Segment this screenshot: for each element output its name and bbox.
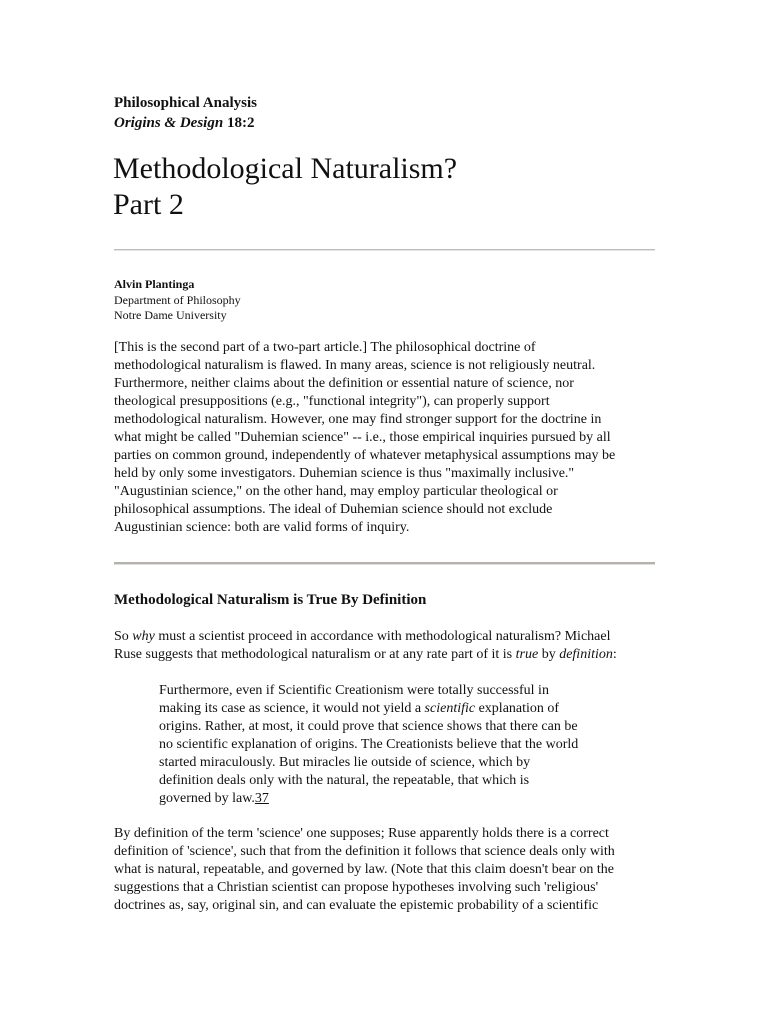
title-line-1: Methodological Naturalism? [113,152,458,185]
intro-line-2: Ruse suggests that methodological naturalism or at any rate part of it is true by definition: [114,647,617,662]
author-name: Alvin Plantinga [114,277,195,291]
quote-line: governed by law.37 [159,791,269,806]
intro-line-1: So why must a scientist proceed in accordance with methodological naturalism? Michael [114,629,611,644]
abstract-line: "Augustinian science," on the other hand, may employ particular theological or [114,484,558,499]
body-line: suggestions that a Christian scientist can propose hypotheses involving such 'religious' [114,880,599,895]
quote-line: definition deals only with the natural, the repeatable, that which is [159,773,530,788]
journal-name: Origins & Design [114,115,224,131]
block-quote [159,682,589,808]
journal-citation [114,114,254,132]
abstract-line: held by only some investigators. Duhemian science is thus "maximally inclusive." [114,466,575,481]
abstract-paragraph [114,339,659,537]
abstract-line: philosophical assumptions. The ideal of Duhemian science should not exclude [114,502,553,517]
abstract-line: what might be called "Duhemian science" -- i.e., those empirical inquiries pursued by all [114,430,611,445]
article-title [113,151,457,223]
author-department: Department of Philosophy [114,292,241,307]
abstract-line: methodological naturalism. However, one may find stronger support for the doctrine in [114,412,602,427]
section-label: Philosophical Analysis [114,95,257,111]
quote-line: no scientific explanation of origins. The Creationists believe that the world [159,737,579,752]
abstract-line: theological presuppositions (e.g., "functional integrity"), can properly support [114,394,550,409]
body-line: what is natural, repeatable, and governed by law. (Note that this claim doesn't bear on the [114,862,615,877]
body-paragraph [114,825,659,915]
title-line-2: Part 2 [113,188,184,221]
journal-issue: 18:2 [226,115,255,131]
section-heading: Methodological Naturalism is True By Definition [114,592,427,608]
quote-line: started miraculously. But miracles lie outside of science, which by [159,755,531,770]
abstract-line: Augustinian science: both are valid forms of inquiry. [114,520,410,535]
footnote-link[interactable]: 37 [254,791,269,806]
emphasis-scientific: scientific [424,701,476,716]
intro-paragraph [114,628,659,664]
quote-line: making its case as science, it would not yield a scientific explanation of [159,701,560,716]
abstract-line: methodological naturalism is flawed. In many areas, science is not religiously neutral. [114,358,596,373]
emphasis-why: why [132,629,155,644]
body-line: By definition of the term 'science' one supposes; Ruse apparently holds there is a correct [114,826,609,841]
divider-top [114,249,655,251]
emphasis-definition: definition [559,647,613,662]
body-line: doctrines as, say, original sin, and can evaluate the epistemic probability of a scientific [114,898,599,913]
emphasis-true: true [515,647,539,662]
body-line: definition of 'science', such that from the definition it follows that science deals only with [114,844,615,859]
abstract-line: Furthermore, neither claims about the definition or essential nature of science, nor [114,376,574,391]
divider-section [114,562,655,565]
author-block [114,277,241,324]
quote-line: Furthermore, even if Scientific Creationism were totally successful in [159,683,549,698]
abstract-line: [This is the second part of a two-part article.] The philosophical doctrine of [114,340,536,355]
abstract-line: parties on common ground, independently of whatever metaphysical assumptions may be [114,448,616,463]
quote-line: origins. Rather, at most, it could prove that science shows that there can be [159,719,578,734]
author-university: Notre Dame University [114,308,227,322]
